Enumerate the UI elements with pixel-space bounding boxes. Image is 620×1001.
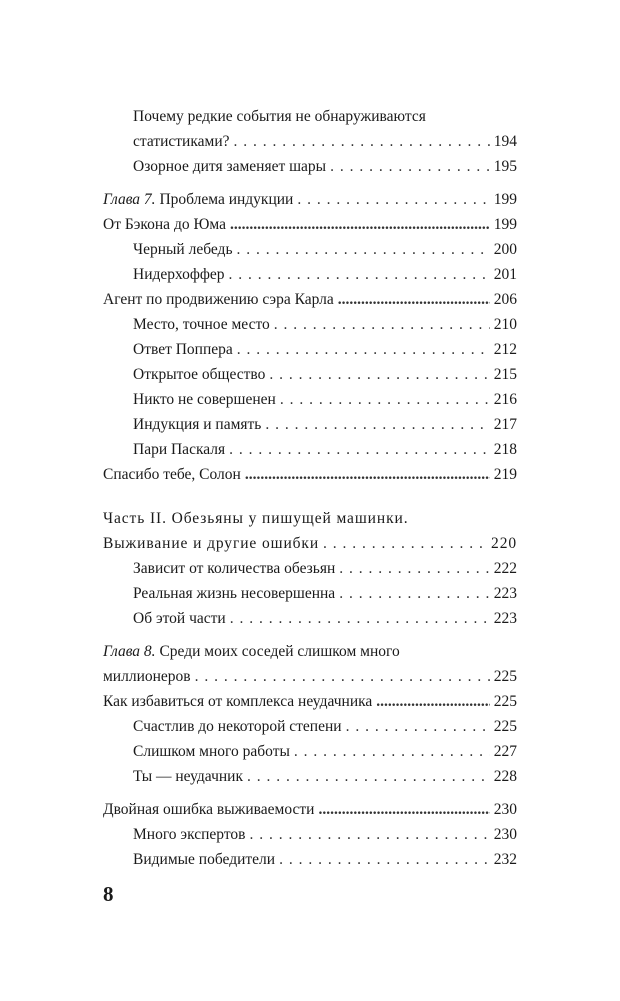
leader-dots [269, 362, 489, 387]
toc-entry-title: Агент по продвижению сэра Карла [103, 291, 334, 308]
toc-entry [133, 337, 517, 362]
toc-entry-title: Пари Паскаля [133, 441, 226, 458]
toc-entry [133, 714, 517, 739]
toc-page-number: 225 [493, 693, 517, 710]
toc-entry [133, 556, 517, 581]
toc-entry-title: Почему редкие события не обнаруживаются [133, 108, 426, 125]
leader-dots [318, 797, 489, 822]
toc-entry-title: Проблема индукции [155, 191, 294, 208]
toc-entry-title: Об этой части [133, 610, 226, 627]
leader-dots [280, 387, 490, 412]
toc-page-number: 218 [493, 441, 517, 458]
toc-entry [133, 581, 517, 606]
toc-page-number: 217 [493, 416, 517, 433]
toc-entry [133, 739, 517, 764]
toc-entry-title: Озорное дитя заменяет шары [133, 158, 327, 175]
leader-dots [297, 187, 489, 212]
toc-entry-title: Место, точное место [133, 316, 270, 333]
toc-entry-title: От Бэкона до Юма [103, 216, 226, 233]
leader-dots [339, 581, 490, 606]
toc-entry [133, 822, 517, 847]
toc-page-number: 228 [493, 768, 517, 785]
leader-dots [245, 462, 490, 487]
toc-section-entry [103, 462, 517, 487]
toc-page-number: 199 [493, 216, 517, 233]
toc-page-number: 199 [493, 191, 517, 208]
leader-dots [338, 287, 490, 312]
toc-page-number: 225 [493, 668, 517, 685]
leader-dots [346, 714, 490, 739]
toc-page-number: 232 [493, 851, 517, 868]
toc-page-number: 195 [493, 158, 517, 175]
toc-entry-title: миллионеров [103, 668, 191, 685]
toc-entry [133, 847, 517, 872]
toc-entry-title: Много экспертов [133, 826, 246, 843]
toc-entry-title: Среди моих соседей слишком много [155, 643, 400, 660]
leader-dots [237, 237, 490, 262]
leader-dots [230, 606, 490, 631]
toc-entry [133, 764, 517, 789]
toc-entry-title: Слишком много работы [133, 743, 290, 760]
leader-dots [323, 531, 487, 556]
toc-entry-title: Нидерхоффер [133, 266, 225, 283]
toc-entry [133, 312, 517, 337]
toc-entry-title: Как избавиться от комплекса неудачника [103, 693, 373, 710]
toc-page-number: 230 [493, 801, 517, 818]
toc-part-entry [103, 506, 517, 531]
toc-page-number: 220 [491, 535, 517, 552]
leader-dots [229, 262, 490, 287]
part-title: Часть II. Обезьяны у пишущей машинки. [103, 510, 409, 527]
page-number: 8 [103, 882, 114, 906]
toc-entry-title: Ответ Поппера [133, 341, 233, 358]
toc-entry [133, 154, 517, 179]
chapter-label: Глава 7. [103, 191, 156, 208]
toc-section-entry [103, 797, 517, 822]
leader-dots [247, 764, 490, 789]
toc-entry [133, 387, 517, 412]
toc-page-number: 210 [493, 316, 517, 333]
toc-entry-title: Ты — неудачник [133, 768, 243, 785]
toc-entry [133, 104, 517, 129]
toc-entry-title: Спасибо тебе, Солон [103, 466, 241, 483]
toc-entry [133, 129, 517, 154]
toc-entry-title: статистиками? [133, 133, 230, 150]
leader-dots [195, 664, 490, 689]
toc-entry [133, 362, 517, 387]
toc-page-number: 223 [493, 610, 517, 627]
toc-page-number: 201 [493, 266, 517, 283]
toc-page-number: 200 [493, 241, 517, 258]
toc-entry-title: Индукция и память [133, 416, 262, 433]
leader-dots [274, 312, 490, 337]
toc-section-entry [103, 689, 517, 714]
toc-entry [133, 606, 517, 631]
toc-part-entry [103, 531, 517, 556]
toc-entry [133, 412, 517, 437]
toc-entry-title: Зависит от количества обезьян [133, 560, 336, 577]
toc-entry-title: Видимые победители [133, 851, 276, 868]
toc-chapter-entry [103, 639, 517, 664]
toc-page-number: 225 [493, 718, 517, 735]
toc-page-number: 222 [493, 560, 517, 577]
toc-section-entry [103, 287, 517, 312]
toc-entry [133, 262, 517, 287]
toc-page-number: 212 [493, 341, 517, 358]
leader-dots [265, 412, 489, 437]
toc-page-number: 215 [493, 366, 517, 383]
toc-entry-title: Выживание и другие ошибки [103, 535, 320, 552]
leader-dots [249, 822, 489, 847]
toc-entry [133, 237, 517, 262]
toc-entry [133, 437, 517, 462]
toc-page-number: 219 [493, 466, 517, 483]
chapter-label: Глава 8. [103, 643, 156, 660]
toc-entry-title: Двойная ошибка выживаемости [103, 801, 315, 818]
leader-dots [230, 212, 490, 237]
toc-entry-title: Счастлив до некоторой степени [133, 718, 342, 735]
toc-section-entry [103, 212, 517, 237]
toc-entry-title: Черный лебедь [133, 241, 233, 258]
leader-dots [234, 129, 490, 154]
leader-dots [229, 437, 490, 462]
toc-page-number: 206 [493, 291, 517, 308]
toc-chapter-entry [103, 664, 517, 689]
toc-entry-title: Реальная жизнь несовершенна [133, 585, 336, 602]
leader-dots [376, 689, 489, 714]
toc-page-number: 223 [493, 585, 517, 602]
toc-page-number: 216 [493, 391, 517, 408]
leader-dots [279, 847, 490, 872]
toc-entry-title: Никто не совершенен [133, 391, 276, 408]
leader-dots [330, 154, 490, 179]
leader-dots [237, 337, 490, 362]
toc-page-number: 194 [493, 133, 517, 150]
toc-page-number: 230 [493, 826, 517, 843]
leader-dots [339, 556, 489, 581]
toc-page-number: 227 [493, 743, 517, 760]
leader-dots [294, 739, 490, 764]
toc-chapter-entry [103, 187, 517, 212]
toc-entry-title: Открытое общество [133, 366, 266, 383]
